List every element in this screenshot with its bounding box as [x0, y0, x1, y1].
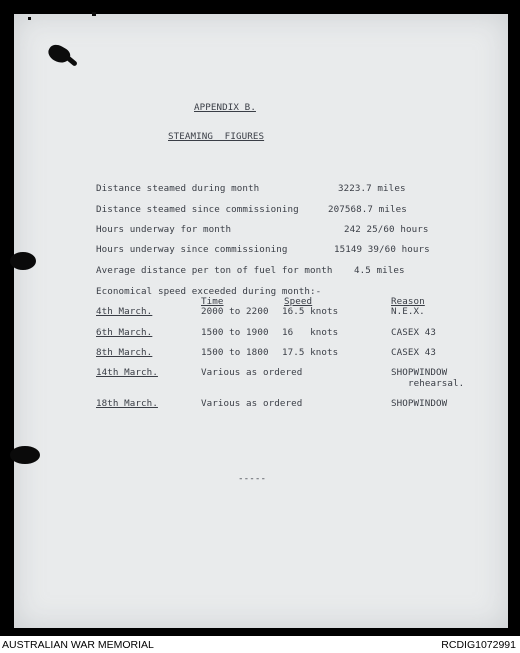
row-speed: 16 knots — [282, 327, 339, 338]
stat-label: Distance steamed during month — [96, 183, 260, 194]
row-date: 6th March. — [96, 327, 153, 338]
row-date: 4th March. — [96, 306, 153, 317]
row-reason-continued: rehearsal. — [408, 378, 465, 389]
row-reason: SHOPWINDOW — [391, 367, 448, 378]
row-speed: 16.5 knots — [282, 306, 339, 317]
row-time: 1500 to 1900 — [201, 327, 269, 338]
stat-label: Average distance per ton of fuel for month — [96, 265, 333, 276]
section-title: STEAMING FIGURES — [168, 131, 265, 142]
row-time: 2000 to 2200 — [201, 306, 269, 317]
row-date: 18th March. — [96, 398, 158, 409]
row-reason: CASEX 43 — [391, 327, 437, 338]
header-speed: Speed — [284, 296, 313, 307]
header-time: Time — [201, 296, 224, 307]
top-edge-dot — [28, 17, 31, 20]
appendix-title: APPENDIX B. — [194, 102, 256, 113]
row-time: Various as ordered — [201, 398, 303, 409]
stat-value: 207568.7 miles — [328, 204, 407, 215]
archive-footer — [0, 636, 520, 653]
row-time: 1500 to 1800 — [201, 347, 269, 358]
stat-value: 4.5 miles — [354, 265, 405, 276]
top-edge-mark — [92, 12, 96, 16]
stat-value: 242 25/60 hours — [344, 224, 429, 235]
row-reason: CASEX 43 — [391, 347, 437, 358]
row-date: 8th March. — [96, 347, 153, 358]
end-mark: ----- — [238, 473, 267, 484]
footer-record-id: RCDIG1072991 — [441, 639, 516, 651]
row-time: Various as ordered — [201, 367, 303, 378]
stat-value: 3223.7 miles — [338, 183, 406, 194]
speed-intro: Economical speed exceeded during month:- — [96, 286, 322, 297]
row-speed: 17.5 knots — [282, 347, 339, 358]
punch-hole-upper — [10, 252, 36, 270]
row-date: 14th March. — [96, 367, 158, 378]
stat-label: Distance steamed since commissioning — [96, 204, 299, 215]
header-reason: Reason — [391, 296, 425, 307]
document-page — [14, 14, 508, 628]
stat-label: Hours underway since commissioning — [96, 244, 288, 255]
footer-institution: AUSTRALIAN WAR MEMORIAL — [2, 639, 154, 651]
stat-value: 15149 39/60 hours — [334, 244, 430, 255]
row-reason: N.E.X. — [391, 306, 425, 317]
stat-label: Hours underway for month — [96, 224, 232, 235]
row-reason: SHOPWINDOW — [391, 398, 448, 409]
punch-hole-lower — [10, 446, 40, 464]
